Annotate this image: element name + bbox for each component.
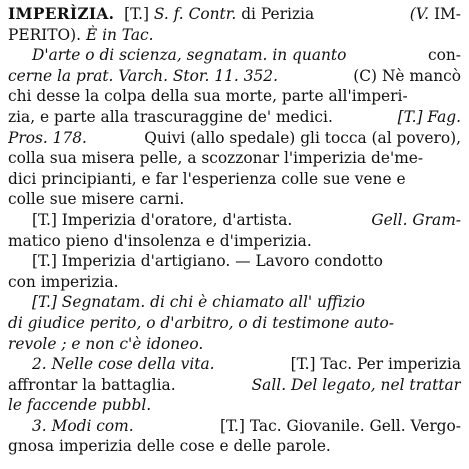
text-line: chi desse la colpa della sua morte, parte all'imperi- <box>8 87 408 106</box>
citation-line: cerne la prat. Varch. Stor. 11. 352. (C) Nè mancò <box>8 66 461 85</box>
tag: [T.] <box>124 5 149 23</box>
related-word: Perizia <box>260 5 315 23</box>
definition-line: D'arte o di scienza, segnatam. in quanto con- <box>32 46 461 65</box>
sense-line: [T.] Imperizia d'artigiano. — Lavoro condotto <box>32 252 383 271</box>
grammar-note: S. f. Contr. <box>153 5 237 23</box>
text-line: affrontar la battaglia. Sall. Del legato, nel trattar <box>8 375 461 394</box>
text-line: di giudice perito, o d'arbitro, o di testimone auto- <box>8 313 394 332</box>
sense-line: [T.] Segnatam. di chi è chiamato all' uffizio <box>32 293 366 312</box>
sense-line: 3. Modi com. [T.] Tac. Giovanile. Gell. Vergo- <box>32 416 461 435</box>
text-line: gnosa imperizia delle cose e delle parole. <box>8 437 331 456</box>
text-line: revole ; e non c'è idoneo. <box>8 334 204 353</box>
sense-line: 2. Nelle cose della vita. [T.] Tac. Per imperizia <box>32 355 461 374</box>
entry-line: PERITO). È in Tac. <box>8 25 154 44</box>
text-line: zia, e parte alla trascuraggine de' medici. [T.] Fag. <box>8 107 461 126</box>
headword: IMPERÌZIA. <box>8 5 115 23</box>
sense-line: [T.] Imperizia d'oratore, d'artista. Gell. Gram- <box>32 210 461 229</box>
text-line: colle sue misere carni. <box>8 190 185 209</box>
entry-first-line: IMPERÌZIA. [T.] S. f. Contr. di Perizia (V. IM- <box>8 5 461 23</box>
text-line: dici principianti, e far l'esperienza colle sue vene e <box>8 169 406 188</box>
text-line: matico pieno d'insolenza e d'imperizia. <box>8 231 312 250</box>
text-line: colla sua misera pelle, a scozzonar l'imperizia de'me- <box>8 149 424 168</box>
text-line: Pros. 178. Quivi (allo spedale) gli tocca (al povero), <box>8 128 461 147</box>
text-line: le faccende pubbl. <box>8 396 152 415</box>
text-line: con imperizia. <box>8 272 119 291</box>
